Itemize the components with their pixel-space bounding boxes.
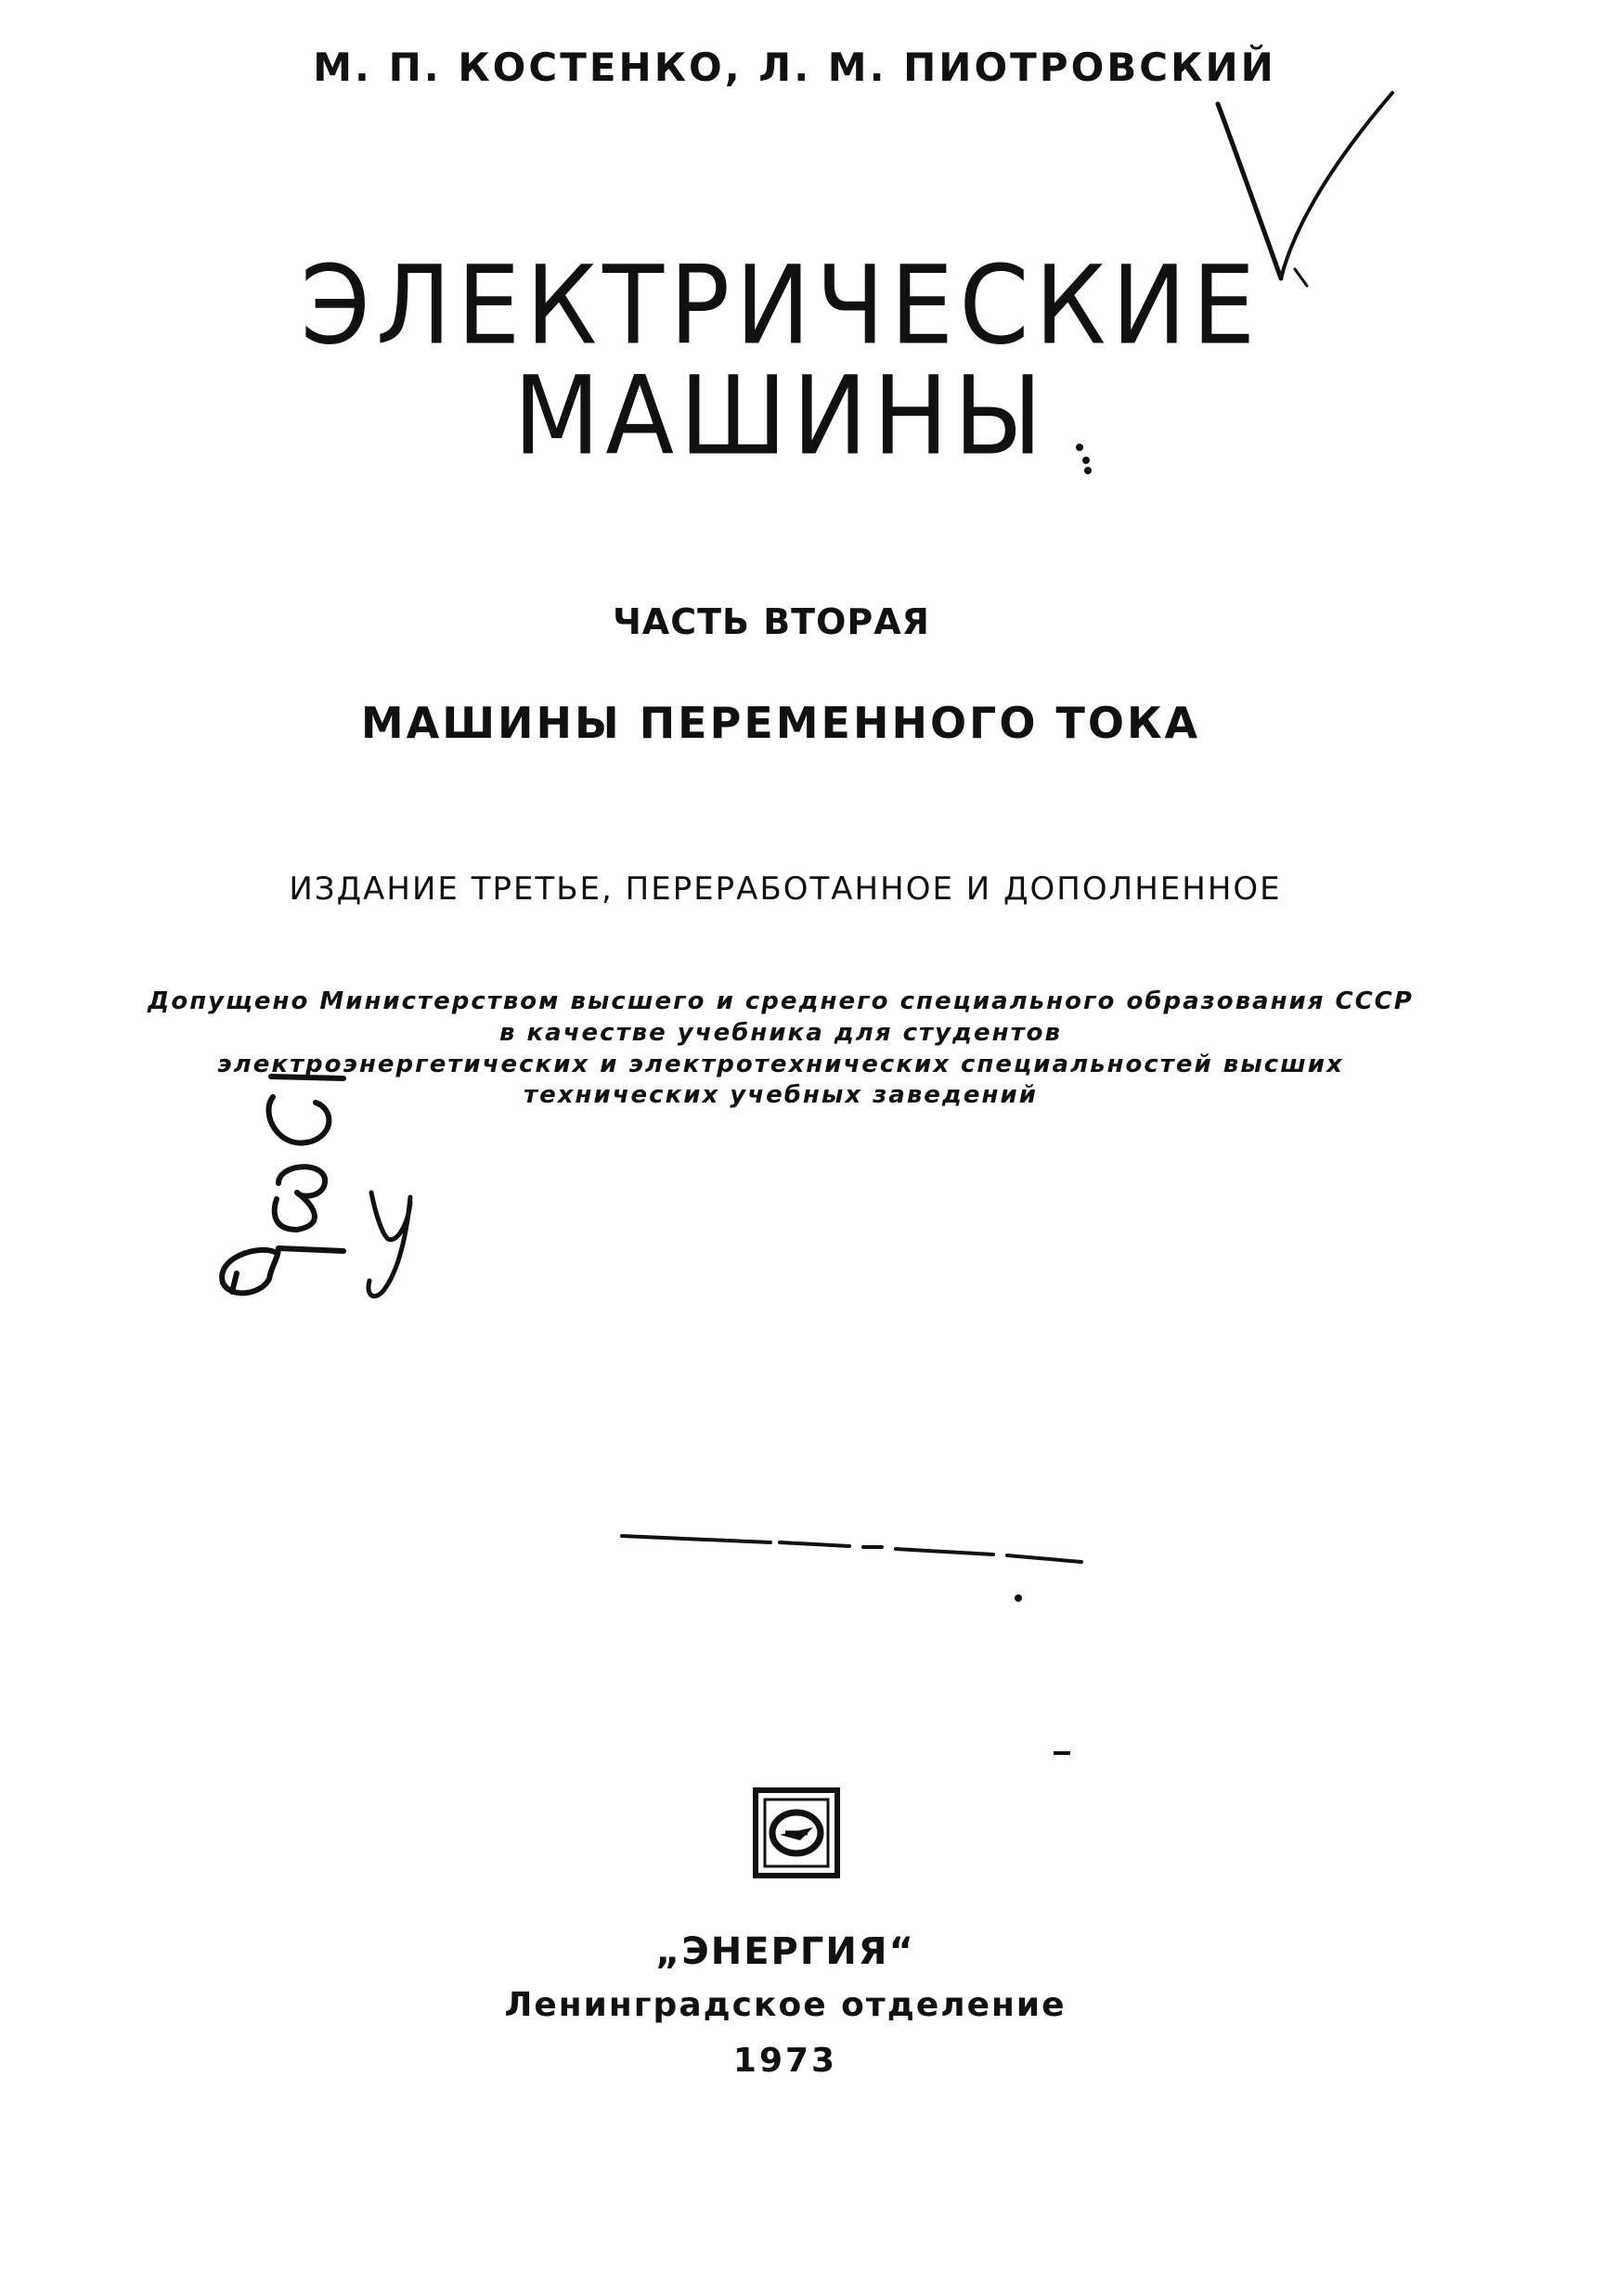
volume-subtitle: МАШИНЫ ПЕРЕМЕННОГО ТОКА bbox=[360, 698, 1201, 748]
broken-rule bbox=[622, 1536, 1081, 1562]
book-title-line-2: МАШИНЫ bbox=[513, 354, 1048, 480]
book-title-line-1: ЭЛЕКТРИЧЕСКИЕ bbox=[300, 243, 1261, 369]
publisher-name: „ЭНЕРГИЯ“ bbox=[655, 1930, 915, 1973]
edition-note: ИЗДАНИЕ ТРЕТЬЕ, ПЕРЕРАБОТАННОЕ И ДОПОЛНЕННОЕ bbox=[289, 871, 1282, 908]
handwritten-inventory-number bbox=[222, 1077, 343, 1293]
authors: М. П. КОСТЕНКО, Л. М. ПИОТРОВСКИЙ bbox=[313, 45, 1276, 90]
approval-line-1: Допущено Министерством высшего и среднего специального образования СССР bbox=[148, 987, 1414, 1015]
handwritten-letter bbox=[369, 1193, 410, 1296]
publication-year: 1973 bbox=[732, 2042, 838, 2080]
approval-line-3: электроэнергетических и электротехнических специальностей высших bbox=[217, 1050, 1344, 1078]
checkmark-icon bbox=[1218, 93, 1392, 286]
approval-line-2: в качестве учебника для студентов bbox=[498, 1018, 1062, 1047]
approval-line-4: технических учебных заведений bbox=[524, 1081, 1038, 1110]
publisher-branch: Ленинградское отделение bbox=[504, 1986, 1067, 2024]
part-label: ЧАСТЬ ВТОРАЯ bbox=[613, 601, 930, 642]
